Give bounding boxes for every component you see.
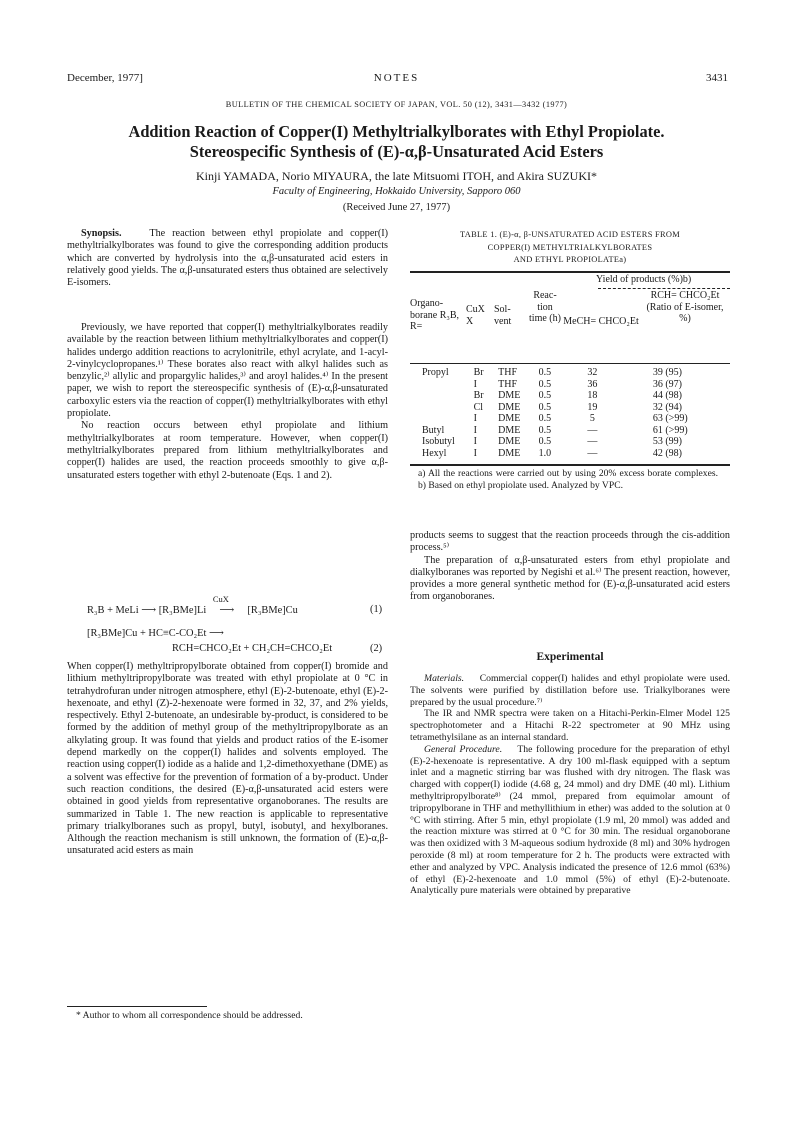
table-row: I DME 0.5 5 63 (>99) xyxy=(473,413,688,424)
equation-2-line1: [R₃BMe]Cu + HC≡C-CO₂Et ⟶ xyxy=(87,628,224,639)
received-date: (Received June 27, 1977) xyxy=(342,202,451,213)
table-caption-line3: AND ETHYL PROPIOLATEa) xyxy=(513,255,627,264)
data-table xyxy=(410,290,730,333)
eq1-right: [R₃BMe]Cu xyxy=(247,605,298,616)
table-row: Cl DME 0.5 19 32 (94) xyxy=(473,401,683,413)
affiliation: Faculty of Engineering, Hokkaido University, Sapporo 060 xyxy=(272,186,521,197)
table-row: Butyl I DME 0.5 — 61 (>99) xyxy=(422,424,688,436)
synopsis-text: The reaction between ethyl propiolate and copper(I) methyltrialkylborates was found to give the corresponding addition products which are converted by hydrolysis into the α,β-unsaturated acid esters in relatively good yields. The α,β-unsaturated esters thus obtained are selectively E-isomers. xyxy=(67,228,388,289)
table-row: I THF 0.5 36 36 (97) xyxy=(473,378,683,390)
right-paragraphs xyxy=(410,530,730,604)
footnote-rule xyxy=(67,1006,207,1007)
table-bottom-rule xyxy=(410,464,730,466)
equation-1 xyxy=(87,594,298,616)
table-body xyxy=(410,367,730,459)
header-section: NOTES xyxy=(373,72,420,84)
article-title-line2: Stereospecific Synthesis of (E)-α,β-Unsaturated Acid Esters xyxy=(189,142,604,161)
left-paragraphs-2 xyxy=(67,661,388,858)
materials-label: Materials. xyxy=(424,673,465,684)
table-top-rule xyxy=(410,271,730,273)
eq1-number: (1) xyxy=(370,604,383,615)
header-date: December, 1977] xyxy=(67,72,143,84)
journal-line: BULLETIN OF THE CHEMICAL SOCIETY OF JAPAN, VOL. 50 (12), 3431—3432 (1977) xyxy=(225,100,568,109)
col-solvent: Sol- vent xyxy=(494,304,512,327)
instruments-paragraph: The IR and NMR spectra were taken on a Hitachi-Perkin-Elmer Model 125 spectrophotometer and a Hitachi R-22 spectrometer at 90 MHz using tetramethylsilane as an internal standard. xyxy=(410,708,730,743)
table-caption-line1: TABLE 1. (E)-α, β-UNSATURATED ACID ESTERS FROM xyxy=(460,230,680,239)
table-caption-line2: COPPER(I) METHYLTRIALKYLBORATES xyxy=(487,242,653,252)
corresponding-footnote: * Author to whom all correspondence should be addressed. xyxy=(76,1010,303,1021)
col-mech: MeCH= CHCO₂Et xyxy=(563,316,639,327)
general-procedure-label: General Procedure. xyxy=(424,743,503,755)
eq1-arrow: CuX ⟶ xyxy=(212,594,235,616)
table-row: Hexyl I DME 1.0 — 42 (98) xyxy=(422,447,683,459)
mechanism-paragraph: products seems to suggest that the reaction proceeds through the cis-addition process.⁵⁾ xyxy=(410,530,730,554)
table-row: Br DME 0.5 18 44 (98) xyxy=(473,390,683,401)
authors: Kinji YAMADA, Norio MIYAURA, the late Mitsuomi ITOH, and Akira SUZUKI* xyxy=(196,169,597,183)
eq1-over: CuX xyxy=(212,594,229,604)
reaction-paragraph: No reaction occurs between ethyl propiolate and lithium methyltrialkylborates at room temperature. However, when copper(I) methyltrialkylborates prepared from lithium methyltrialkylborates and copper(I) halides are used, the reaction proceeds smoothly to give α,β-unsaturated esters together with ethyl 2-butenoate (Eqs. 1 and 2). xyxy=(67,420,388,481)
table-row: Isobutyl I DME 0.5 — 53 (99) xyxy=(422,436,683,447)
materials-text: Commercial copper(I) halides and ethyl propiolate were used. The solvents were purified by distillation before use. Trialkylboranes were prepared by the usual procedure.⁷⁾ xyxy=(410,673,730,708)
table-yield-header: Yield of products (%)b) xyxy=(596,274,692,285)
table-caption xyxy=(410,229,730,267)
equation-2-line2: RCH=CHCO₂Et + CH₂CH=CHCO₂Et xyxy=(172,643,333,654)
col-time: Reac- tion time (h) xyxy=(529,290,561,324)
col-rch: RCH= CHCO₂Et (Ratio of E-isomer, %) xyxy=(646,290,724,324)
negishi-paragraph: The preparation of α,β-unsaturated esters from ethyl propiolate and dialkylboranes was reported by Negishi et al.⁶⁾ The present reaction, however, provides a more general synthetic method for (E)-α,β-unsaturated acid esters from organoboranes. xyxy=(410,554,730,603)
results-paragraph: When copper(I) methyltripropylborate obtained from copper(I) bromide and lithium methyltripropylborate was treated with ethyl propiolate at 0 °C in tetrahydrofuran under nitrogen atmosphere, ethyl (E)-2-butenoate, ethyl (E)-2-hexenoate, and ethyl (Z)-2-hexenoate were formed in 32, 37, and 2% yields, respectively. Ethyl 2-butenoate, an undesirable by-product, is considered to be formed by the addition of methyl group of the methyltripropylborate as an alkylating group. It was found that yields and product ratios of the E-isomer depend markedly on the copper(I) halides and solvents employed. The reaction using copper(I) iodide as a halide and 1,2-dimethoxyethane (DME) as a solvent was effective for the prevention of formation of a by-product. Under such reaction conditions, the desired (E)-α,β-unsaturated acid esters were obtained in good yields from representative organoboranes. The results are summarized in Table 1. The new reaction is applicable to representative primary trialkylboranes such as propyl, butyl, isobutyl, and hexylboranes. Although the reaction mechanism is still unknown, the formation of (E)-α,β-unsaturated acid esters as main xyxy=(67,661,388,857)
table-footnote: a) All the reactions were carried out by using 20% excess borate complexes. b) Based on ethyl propiolate used. Analyzed by VPC. xyxy=(418,468,718,491)
general-procedure-text: The following procedure for the preparation of ethyl (E)-2-hexenoate is representative. A dry 100 ml-flask equipped with a septum inlet and a magnetic stirring bar was flushed with dry nitrogen. The flask was charged with copper(I) iodide (4.68 g, 24 mmol) and dry DME (40 ml). Lithium methyltripropylborate⁸⁾ (24 mmol, prepared from equimolar amount of tripropylborane in THF and methyllithium in ether) was added to the solution at 0 °C with stirring. After 5 min, ethyl propiolate (1.9 ml, 20 mmol) was added and the reaction mixture was stirred at 0 °C for 30 min. The residual organoborane was then oxidized with 3 M-aqueous sodium hydroxide (8 ml) and 30% hydrogen peroxide (8 ml) at room temperature for 2 h. The products were extracted with ether and analyzed by VPC. Analysis indicated the presence of 12.6 mmol (63%) of ethyl (E)-2-hexenoate and 1.0 mmol (5%) of ethyl (E)-2-butenoate. Analytically pure materials were obtained by preparative xyxy=(410,743,731,897)
page-number: 3431 xyxy=(706,72,728,84)
eq1-left: R₃B + MeLi ⟶ [R₃BMe]Li xyxy=(87,605,207,616)
col-cux: CuX X xyxy=(466,304,485,327)
table-yield-rule xyxy=(598,288,730,289)
experimental-heading: Experimental xyxy=(536,651,604,663)
table-row: Propyl Br THF 0.5 32 39 (95) xyxy=(422,367,683,378)
intro-paragraph: Previously, we have reported that copper(I) methyltrialkylborates readily available by the reaction between lithium methyltrialkylborates and copper(I) halides undergo addition reactions to acrylonitrile, ethyl acrylate, and 1-acyl-2-vinylcyclopropanes.¹⁾ These borates also react with alkyl halides such as benzylic,²⁾ allylic and propargylic halides,³⁾ and aroyl halides.⁴⁾ In the present paper, we wish to report the stereospecific synthesis of (E)-α,β-unsaturated carboxylic esters via the reaction of copper(I) methyltrialkylborates with ethyl propiolate. xyxy=(67,322,388,420)
table-header-rule xyxy=(410,363,730,364)
table-header xyxy=(410,290,730,333)
synopsis-label: Synopsis. xyxy=(81,228,122,239)
col-organoborane: Organo- borane R₃B, R= xyxy=(410,298,460,332)
experimental-section xyxy=(410,673,730,897)
synopsis xyxy=(67,228,388,289)
left-paragraphs-1 xyxy=(67,322,388,482)
eq2-number: (2) xyxy=(370,643,383,654)
article-title-line1: Addition Reaction of Copper(I) Methyltrialkylborates with Ethyl Propiolate. xyxy=(128,122,665,141)
